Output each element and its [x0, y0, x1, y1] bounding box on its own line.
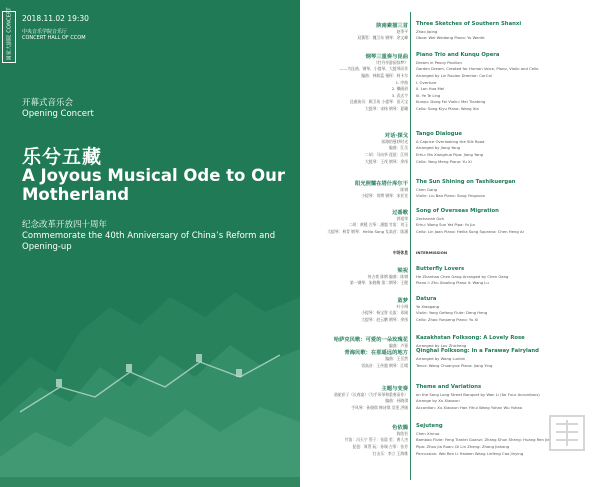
piece-detail-en: Oboe: Wei Weidong Piano: Yu Wenfe	[416, 35, 485, 41]
piece-detail-en: He Zhanhao Chen Gang Arranged by Chen Gang	[416, 273, 509, 279]
piece-detail-en: Erhu: Wong Sun Yat Pipa: Yu Jia	[416, 222, 475, 228]
piece-detail-cn: 编曲：江岳	[389, 145, 408, 151]
piece-detail-cn: 昆曲演员：顾卫英 小提琴：田天宝	[349, 99, 408, 105]
piece-detail-en: INTERMISSION	[416, 250, 448, 256]
piece-detail-en: Violin: Yang Gefang Flute: Deng Heng	[416, 310, 488, 316]
piece-detail-cn: 陈欣若	[396, 430, 408, 436]
concert-datetime: 2018.11.02 19:30	[22, 14, 89, 23]
piece-detail-cn: ——为昆曲、钢琴、小提琴、大提琴而作	[339, 66, 408, 72]
piece-title-cn: 阳光照耀在塔什库尔干	[355, 181, 408, 187]
concert-subtitle-cn: 纪念改革开放四十周年	[22, 220, 108, 230]
piece-detail-cn: 3. 武式令	[391, 92, 408, 98]
piece-detail-cn: 男高音：王传越 钢琴：江晴	[361, 362, 408, 368]
piece-detail-cn: 琵琶：周菁 阮：孙瑞 古筝：张芳	[352, 444, 408, 449]
piece-detail-en: III. Ye Te Ling	[416, 92, 441, 98]
piece-detail-cn: 编曲：林如蓝 指挥：柯卡尔	[361, 73, 408, 78]
piece-detail-cn: 大提琴：赵云鹏 钢琴：余彤	[361, 317, 408, 322]
piece-detail-en: Violin: Liu Bao Piano: Song Yingxuan	[416, 193, 486, 199]
piece-title-en: Butterfly Lovers	[416, 266, 465, 272]
opening-concert-en: Opening Concert	[22, 109, 94, 119]
piece-detail-cn: 《牡丹亭游园惊梦》	[373, 59, 408, 65]
piece-detail-en: Arranged by Jiang Yang	[416, 145, 461, 151]
piece-detail-en: Arranged by Lou Zhicheng	[416, 342, 467, 348]
piece-title-cn: 蓝梦	[397, 298, 408, 304]
piece-detail-cn: 叶小纲	[396, 303, 408, 309]
piece-detail-cn: 骆驼祥子（长春宴）（为手风琴和重奏而作）	[333, 391, 408, 397]
piece-detail-en: Arranged by Wang Lunbin	[416, 356, 466, 361]
piece-title-en: Sejuteng	[416, 423, 443, 429]
piece-title-cn: 对话·探戈	[384, 133, 408, 139]
piece-detail-cn: 打击乐：李立 王海维	[372, 450, 408, 456]
piece-detail-en: on the Song Long Street Banquet by Wan Li (for Four Accordions)	[416, 391, 540, 397]
concert-subtitle-en: Commemorate the 40th Anniversary of China’s Reform and Opening-up	[22, 231, 276, 252]
concert-title-en: A Joyous Musical Ode to Our Motherland	[22, 166, 286, 204]
piece-title-en: Tango Dialogue	[416, 131, 462, 137]
piece-detail-cn: 编曲：王岳然	[385, 356, 408, 361]
piece-detail-en: Cello: Zhao Yunpeng Piano: Yu Xi	[416, 317, 479, 322]
piece-detail-cn: 丝路的曼妙时光	[381, 138, 408, 144]
piece-title-cn: 主题与变奏	[381, 386, 408, 392]
piece-detail-cn: 1. 序曲	[395, 79, 408, 85]
piece-detail-cn: 郭祖荣	[396, 215, 408, 221]
piece-detail-cn: 编曲：卢嘉	[389, 342, 408, 348]
piece-detail-en: Arrange by Xu Xiaoxun	[416, 398, 460, 404]
piece-detail-en: Piano I: Zhu Xiaoling Piano II: Wang Lu	[416, 280, 489, 286]
piece-detail-en: Kunqu: Dong Fei Violin: Mei Tianbing	[416, 99, 486, 105]
piece-detail-cn: 手风琴：孙晓琪 韩诗琪 吴雯 洪刚	[351, 405, 408, 410]
piece-detail-cn: 编曲：孙晓琪	[385, 398, 408, 404]
piece-detail-cn: 何占豪 陈钢 编曲：陈钢	[367, 273, 408, 279]
piece-detail-cn: 大提琴：宋扬 钢琴：夏璐	[365, 106, 408, 111]
piece-detail-cn: 第一钢琴：朱晓梅 第二钢琴：王健	[349, 280, 408, 286]
piece-detail-en: Bamboo Flute: Feng Tianlei Guanzi: Zhang Shun Sheng: Huang Ren Jie	[416, 437, 550, 443]
watermark-logo	[540, 412, 596, 474]
piece-detail-en: II. Lan Hua Mei	[416, 86, 445, 92]
concert-badge	[2, 7, 16, 63]
piece-detail-cn: 2. 懒画眉	[391, 86, 408, 92]
center-divider	[410, 12, 411, 480]
piece-detail-en: Pipa: Zhou Jia Ruan: Di Lin Zheng: Zhang Jiahang	[416, 444, 510, 449]
badge-text: 国家大剧院 CONCERT	[6, 7, 13, 61]
piece-title-en: Theme and Variations	[416, 384, 482, 390]
piece-detail-en: Ye Xiaogang	[416, 303, 440, 309]
piece-title-en: Qinghai Folksong: In a Faraway Fairyland	[416, 348, 539, 355]
piece-detail-en: Garden Dream, Created for Human Voice, Piano, Violin and Cello	[416, 66, 539, 72]
piece-title-cn: 过番歌	[392, 210, 408, 216]
piece-detail-en: Dream in Peony Pavilion	[416, 59, 462, 65]
piece-detail-en: A Caprice Overlooking the Silk Road	[416, 138, 485, 144]
venue-en: CONCERT HALL OF CCOM	[22, 35, 86, 41]
piece-detail-cn: 大提琴：林青 钢琴：Hellia Song 女高音：陈涵	[327, 229, 408, 234]
piece-detail-en: Erhu: Ma Xianghua Pipa: Jiang Yang	[416, 152, 484, 157]
piece-detail-en: Zechariah Goh	[416, 215, 444, 221]
piece-detail-en: Cello: Lin Jaan Piano: Hellia Song Soprano: Chen Heng Ar	[416, 229, 525, 234]
piece-detail-cn: 二胡：马向华 琵琶：江明	[365, 152, 408, 157]
piece-detail-en: Zhao Jiping	[416, 28, 438, 34]
piece-detail-en: Arranged by Lin Ruolan Director: CorCal	[416, 73, 492, 78]
piece-detail-en: Chen Gang	[416, 186, 438, 192]
piece-title-cn: 哈萨克民歌：可爱的一朵玫瑰花	[333, 337, 408, 343]
piece-title-en: Datura	[416, 296, 437, 302]
piece-detail-cn: 竹笛：冯天宁 管子：张晨 笙：黄人杰	[344, 437, 408, 443]
piece-detail-cn: 小提琴：刘博 钢琴：宋亚宣	[361, 193, 408, 199]
piece-detail-cn: 二胡：黄媛 古筝：潘越 竹笛：刘玉	[348, 222, 408, 228]
piece-title-en: Three Sketches of Southern Shanxi	[416, 21, 522, 27]
piece-title-en: Kazakhstan Folksong: A Lovely Rose	[416, 335, 525, 341]
piece-detail-cn: 小提琴：杨宝智 长笛：邓刚	[361, 310, 408, 316]
program-list	[300, 0, 600, 487]
piece-detail-en: Cello: Song Kiyu Piano: Wang Xia	[416, 106, 479, 111]
opening-concert-cn: 开幕式音乐会	[22, 98, 74, 108]
piece-detail-en: Percussion: Wei Ren Li Haiwen Wang Linfeng Cao Jinying	[416, 450, 524, 456]
piece-title-cn: 陕南素描三首	[376, 23, 408, 29]
piece-detail-en: Cello: Yang Meng Piano: Yu Xi	[416, 158, 472, 164]
venue-cn: 中央音乐学院音乐厅	[22, 29, 68, 35]
piece-title-cn: 青海民歌：在那遥远的地方	[344, 350, 408, 357]
piece-detail-cn: 陈钢	[400, 186, 408, 192]
piece-title-cn: 钢琴三重奏与昆曲	[365, 54, 408, 60]
piece-title-cn: 色依腾	[392, 425, 408, 431]
piece-title-cn: 梁祝	[397, 268, 408, 274]
piece-detail-en: I. Overture	[416, 79, 437, 85]
piece-title-en: The Sun Shining on Tashikuergan	[416, 179, 516, 185]
piece-detail-en: Chen Xinruo	[416, 430, 440, 436]
piece-detail-cn: 中场休息	[392, 250, 408, 256]
piece-title-en: Song of Overseas Migration	[416, 208, 499, 214]
concert-title-cn: 乐兮五藏	[22, 146, 103, 168]
piece-detail-cn: 赵季平	[396, 28, 408, 34]
piece-detail-cn: 大提琴：王茂 钢琴：余彤	[365, 158, 408, 164]
piece-detail-en: Accordion: Xu Xiaoxun Han Yihui Wang Yuhan Wu Yuhao	[416, 405, 523, 410]
piece-detail-cn: 双簧管：魏卫东 钢琴：余文峰	[357, 35, 408, 41]
great-wall-mountain-illustration	[0, 237, 300, 487]
piece-title-en: Piano Trio and Kunqu Opera	[416, 52, 500, 58]
piece-detail-en: Tenor: Wang Chuanyue Piano: Jiang Ying	[416, 362, 493, 368]
